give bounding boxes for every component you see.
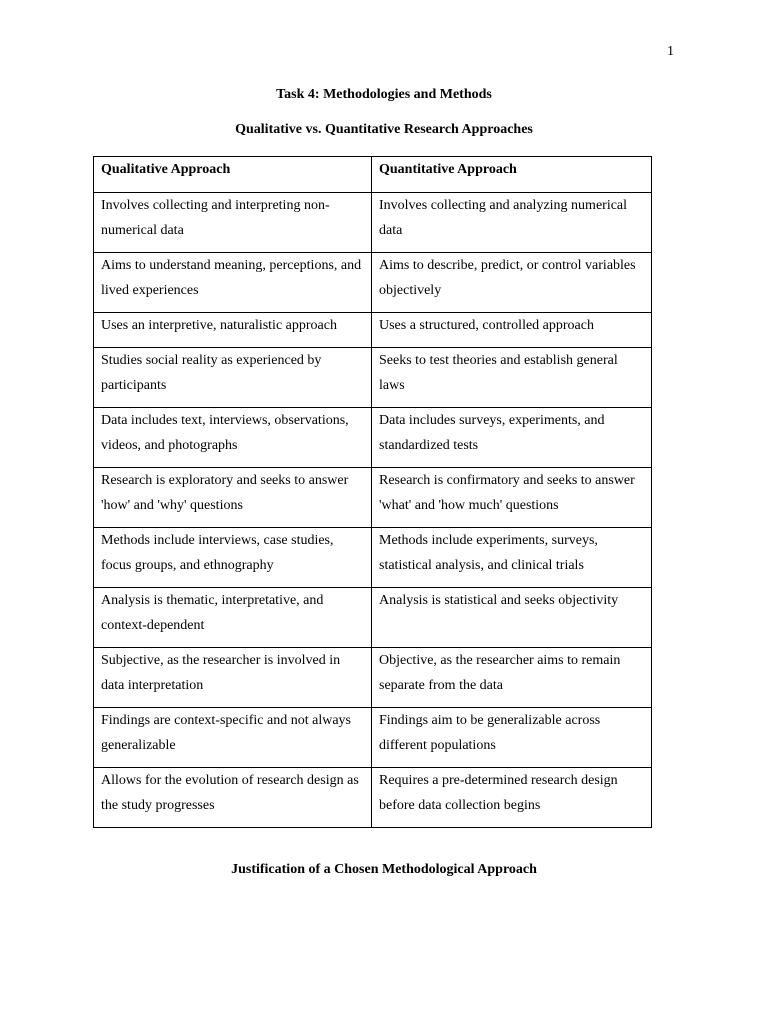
- cell-text: Aims to describe, predict, or control variables objectively: [379, 258, 636, 298]
- qualitative-cell: [94, 348, 372, 408]
- cell-text: Uses an interpretive, naturalistic approach: [101, 318, 337, 333]
- qualitative-cell: [94, 253, 372, 313]
- cell-text: Seeks to test theories and establish general laws: [379, 353, 618, 393]
- qualitative-cell: [94, 193, 372, 253]
- qualitative-cell: [94, 528, 372, 588]
- quantitative-cell: [372, 313, 652, 348]
- qualitative-cell: [94, 648, 372, 708]
- table-row: [94, 253, 652, 313]
- qualitative-cell: [94, 313, 372, 348]
- quantitative-cell: [372, 768, 652, 828]
- cell-text: Uses a structured, controlled approach: [379, 318, 594, 333]
- table-row: [94, 193, 652, 253]
- cell-text: Requires a pre-determined research design before data collection begins: [379, 773, 618, 813]
- quantitative-cell: [372, 708, 652, 768]
- table-row: [94, 528, 652, 588]
- qualitative-cell: [94, 408, 372, 468]
- cell-text: Research is exploratory and seeks to answer 'how' and 'why' questions: [101, 473, 349, 513]
- section-heading: Justification of a Chosen Methodological Approach: [231, 862, 537, 877]
- quantitative-cell: [372, 648, 652, 708]
- qualitative-cell: [94, 468, 372, 528]
- table-row: [94, 348, 652, 408]
- cell-text: Findings aim to be generalizable across different populations: [379, 713, 601, 753]
- cell-text: Aims to understand meaning, perceptions, and lived experiences: [101, 258, 362, 298]
- table-row: [94, 708, 652, 768]
- document-subtitle: Qualitative vs. Quantitative Research Approaches: [235, 122, 533, 137]
- quantitative-cell: [372, 253, 652, 313]
- table-row: [94, 648, 652, 708]
- page-number: 1: [667, 44, 674, 59]
- quantitative-cell: [372, 408, 652, 468]
- quantitative-cell: [372, 348, 652, 408]
- qualitative-cell: [94, 708, 372, 768]
- comparison-table: [93, 156, 652, 828]
- cell-text: Involves collecting and analyzing numerical data: [379, 198, 628, 238]
- cell-text: Involves collecting and interpreting non-numerical data: [101, 198, 330, 238]
- table-row: [94, 468, 652, 528]
- cell-text: Methods include interviews, case studies, focus groups, and ethnography: [101, 533, 334, 573]
- cell-text: Analysis is thematic, interpretative, and context-dependent: [101, 593, 324, 633]
- header-qualitative: Qualitative Approach: [94, 157, 372, 193]
- document-title: Task 4: Methodologies and Methods: [276, 87, 492, 102]
- quantitative-cell: [372, 468, 652, 528]
- cell-text: Methods include experiments, surveys, statistical analysis, and clinical trials: [379, 533, 598, 573]
- header-quantitative: Quantitative Approach: [372, 157, 652, 193]
- table-row: [94, 768, 652, 828]
- qualitative-cell: [94, 768, 372, 828]
- table-row: [94, 313, 652, 348]
- cell-text: Allows for the evolution of research design as the study progresses: [101, 773, 359, 813]
- qualitative-cell: [94, 588, 372, 648]
- cell-text: Findings are context-specific and not always generalizable: [101, 713, 351, 753]
- cell-text: Data includes text, interviews, observations, videos, and photographs: [101, 413, 349, 453]
- quantitative-cell: [372, 588, 652, 648]
- table-row: [94, 408, 652, 468]
- cell-text: Studies social reality as experienced by participants: [101, 353, 322, 393]
- table-header-row: [94, 157, 652, 193]
- cell-text: Data includes surveys, experiments, and standardized tests: [379, 413, 605, 453]
- cell-text: Subjective, as the researcher is involved in data interpretation: [101, 653, 341, 693]
- quantitative-cell: [372, 193, 652, 253]
- cell-text: Analysis is statistical and seeks objectivity: [379, 593, 619, 608]
- table-row: [94, 588, 652, 648]
- cell-text: Research is confirmatory and seeks to answer 'what' and 'how much' questions: [379, 473, 635, 513]
- cell-text: Objective, as the researcher aims to remain separate from the data: [379, 653, 621, 693]
- quantitative-cell: [372, 528, 652, 588]
